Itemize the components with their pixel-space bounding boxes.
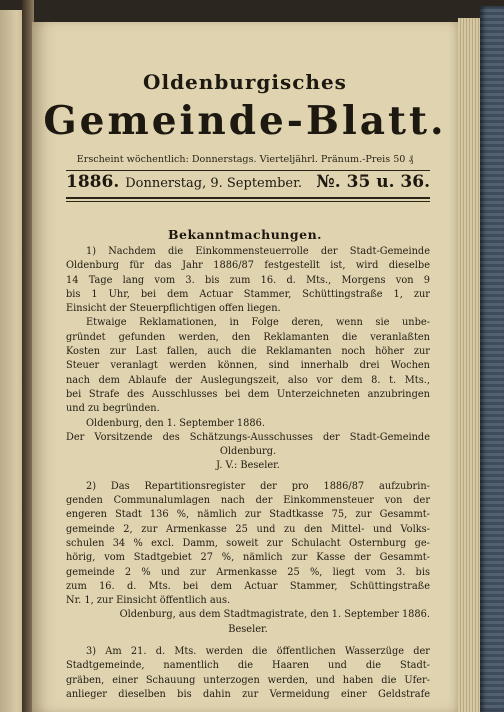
- page-edges: [458, 18, 482, 712]
- text-line: genden Communalumlagen nach der Einkommensteuer von der: [66, 495, 430, 507]
- masthead-title-line1: Oldenburgisches: [143, 70, 347, 94]
- text-line: zum 16. d. Mts. bei dem Actuar Stammer, Schüttingstraße: [66, 580, 430, 592]
- notice-1-signer: Der Vorsitzende des Schätzungs-Ausschusses der Stadt-Gemeinde: [66, 431, 430, 443]
- text-line: 3) Am 21. d. Mts. werden die öffentlichen Wasserzüge der: [86, 646, 430, 658]
- text-line: und zu begründen.: [66, 403, 160, 415]
- bottom-rule-thick: [66, 197, 430, 199]
- issue-number-label: №.: [316, 172, 341, 192]
- issue-date: Donnerstag, 9. September.: [125, 176, 303, 191]
- top-rule: [66, 170, 430, 171]
- notice-1-signer-name: J. V.: Beseler.: [216, 460, 280, 472]
- text-line: bis 1 Uhr, bei dem Actuar Stammer, Schüttingstraße 1, zur: [66, 288, 430, 300]
- issue-number: 35 u. 36.: [346, 172, 430, 192]
- text-line: 14 Tage lang vom 3. bis zum 16. d. Mts., Morgens von 9: [66, 274, 430, 286]
- notice-1-place-date: Oldenburg, den 1. September 1886.: [86, 417, 265, 429]
- notice-1-signer-place: Oldenburg.: [219, 446, 277, 458]
- bottom-rule-thin: [66, 201, 430, 202]
- masthead-title-line2: Gemeinde-Blatt.: [43, 98, 447, 144]
- text-line: Etwaige Reklamationen, in Folge deren, wenn sie unbe-: [86, 317, 430, 329]
- notice-2-signer-name: Beseler.: [228, 623, 268, 635]
- text-line: schulen 34 % excl. Damm, soweit zur Schulacht Osternburg ge-: [66, 537, 430, 549]
- book-cover-edge: [480, 6, 504, 712]
- text-line: Einsicht der Steuerpflichtigen offen liegen.: [66, 303, 281, 315]
- text-line: gemeinde 2 % und zur Armenkasse 25 %, liegt vom 3. bis: [66, 566, 430, 578]
- text-line: gräben, einer Schauung unterzogen werden, und haben die Ufer-: [66, 674, 430, 686]
- text-line: nach dem Ablaufe der Auslegungszeit, also vor dem 8. t. Mts.,: [66, 374, 430, 386]
- text-line: Nr. 1, zur Einsicht öffentlich aus.: [66, 595, 231, 607]
- notice-2: [66, 480, 430, 637]
- text-line: bei Strafe des Ausschlusses bei dem Unterzeichneten anzubringen: [66, 388, 430, 400]
- notice-2-place-date: Oldenburg, aus dem Stadtmagistrate, den 1. September 1886.: [119, 609, 430, 621]
- text-line: Stadtgemeinde, namentlich die Haaren und die Stadt-: [66, 660, 430, 672]
- notice-3: [66, 645, 430, 702]
- notice-1: [66, 245, 430, 474]
- text-line: Steuer veranlagt werden können, sind innerhalb drei Wochen: [66, 360, 430, 372]
- newspaper-page: [32, 22, 458, 712]
- text-line: 1) Nachdem die Einkommensteuerrolle der Stadt-Gemeinde: [86, 246, 430, 257]
- text-line: gründet gefunden werden, den Reklamanten die veranlaßten: [66, 331, 430, 343]
- issue-year: 1886.: [66, 172, 120, 192]
- left-page-edge: [0, 10, 24, 712]
- text-line: anlieger dieselben bis dahin zur Vermeidung einer Geldstrafe: [66, 688, 430, 700]
- notices-body: [66, 245, 430, 702]
- text-line: engeren Stadt 136 %, nämlich zur Stadtkasse 75, zur Gesammt-: [66, 509, 430, 521]
- section-title: Bekanntmachungen.: [167, 227, 323, 242]
- masthead-subtitle: Erscheint wöchentlich: Donnerstags. Vierteljährl. Pränum.-Preis 50 ₰: [76, 154, 414, 165]
- text-line: gemeinde 2, zur Armenkasse 25 und zu den Mittel- und Volks-: [66, 523, 430, 535]
- text-line: 2) Das Repartitionsregister der pro 1886/87 aufzubrin-: [86, 480, 430, 492]
- text-line: Oldenburg für das Jahr 1886/87 festgestellt ist, wird dieselbe: [66, 260, 430, 272]
- text-line: hörig, vom Stadtgebiet 27 %, nämlich zur Kasse der Gesammt-: [66, 552, 430, 564]
- text-line: Kosten zur Last fallen, auch die Reklamanten noch höher zur: [66, 346, 430, 358]
- issue-dateline: [66, 172, 430, 196]
